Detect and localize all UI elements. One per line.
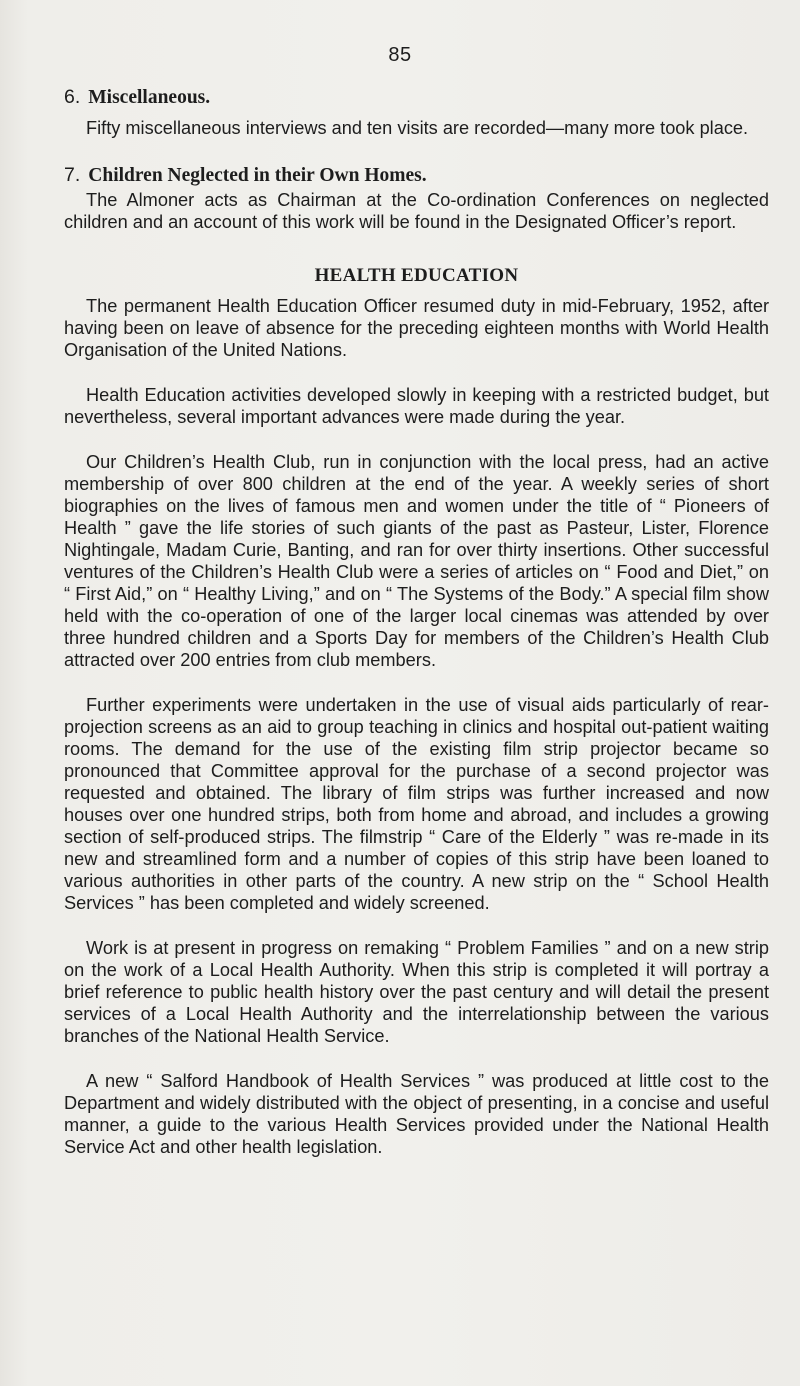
section-miscellaneous bbox=[64, 84, 769, 139]
section-health-education bbox=[64, 263, 769, 1158]
section-number: 6. bbox=[64, 86, 81, 108]
section-title: Miscellaneous. bbox=[88, 87, 211, 108]
paragraph: Our Children’s Health Club, run in conjunction with the local press, had an active membership of over 800 children at the end of the year. A weekly series of short biographies on the lives of famous men and women under the title of “ Pioneers of Health ” gave the life stories of such giants of the past as Pasteur, Lister, Florence Nightingale, Madam Curie, Banting, and ran for over thirty insertions. Other successful ventures of the Children’s Health Club were a series of articles on “ Food and Diet,” on “ First Aid,” on “ Healthy Living,” and on “ The Systems of the Body.” A special film show held with the co-operation of one of the larger local cinemas was attended by over three hundred children and a Sports Day for members of the Children’s Health Club attracted over 200 entries from club members. bbox=[64, 452, 769, 670]
paragraph: Further experiments were undertaken in the use of visual aids particularly of rear-projection screens as an aid to group teaching in clinics and hospital out-patient waiting rooms. The demand for the use of the existing film strip projector became so pronounced that Committee approval for the purchase of a second projector was requested and obtained. The library of film strips was further increased and now houses over one hundred strips, both from home and abroad, and includes a growing section of self-produced strips. The filmstrip “ Care of the Elderly ” was re-made in its new and streamlined form and a number of copies of this strip have been loaned to various authorities in other parts of the country. A new strip on the “ School Health Services ” has been completed and widely screened. bbox=[64, 695, 769, 913]
health-education-heading: HEALTH EDUCATION bbox=[314, 265, 519, 286]
paragraph: Health Education activities developed slowly in keeping with a restricted budget, but nevertheless, several important advances were made during the year. bbox=[64, 385, 769, 427]
paragraph: The Almoner acts as Chairman at the Co-ordination Conferences on neglected children and an account of this work will be found in the Designated Officer’s report. bbox=[64, 190, 769, 232]
page-number: 85 bbox=[388, 44, 412, 66]
paragraph: Fifty miscellaneous interviews and ten visits are recorded—many more took place. bbox=[86, 118, 749, 138]
section-heading bbox=[64, 84, 769, 111]
section-children-neglected bbox=[64, 162, 769, 233]
paragraph: The permanent Health Education Officer resumed duty in mid-February, 1952, after having been on leave of absence for the preceding eighteen months with World Health Organisation of the United Nations. bbox=[64, 296, 769, 360]
paragraph: Work is at present in progress on remaking “ Problem Families ” and on a new strip on the work of a Local Health Authority. When this strip is completed it will portray a brief reference to public health history over the past century and will detail the present services of a Local Health Authority and the interrelationship between the various branches of the National Health Service. bbox=[64, 938, 769, 1046]
page-content bbox=[64, 84, 769, 1158]
paragraph: A new “ Salford Handbook of Health Services ” was produced at little cost to the Department and widely distributed with the object of presenting, in a concise and useful manner, a guide to the various Health Services provided under the National Health Service Act and other health legislation. bbox=[64, 1071, 769, 1157]
section-number: 7. bbox=[64, 164, 81, 186]
section-heading bbox=[64, 162, 769, 189]
section-title: Children Neglected in their Own Homes. bbox=[88, 165, 427, 186]
